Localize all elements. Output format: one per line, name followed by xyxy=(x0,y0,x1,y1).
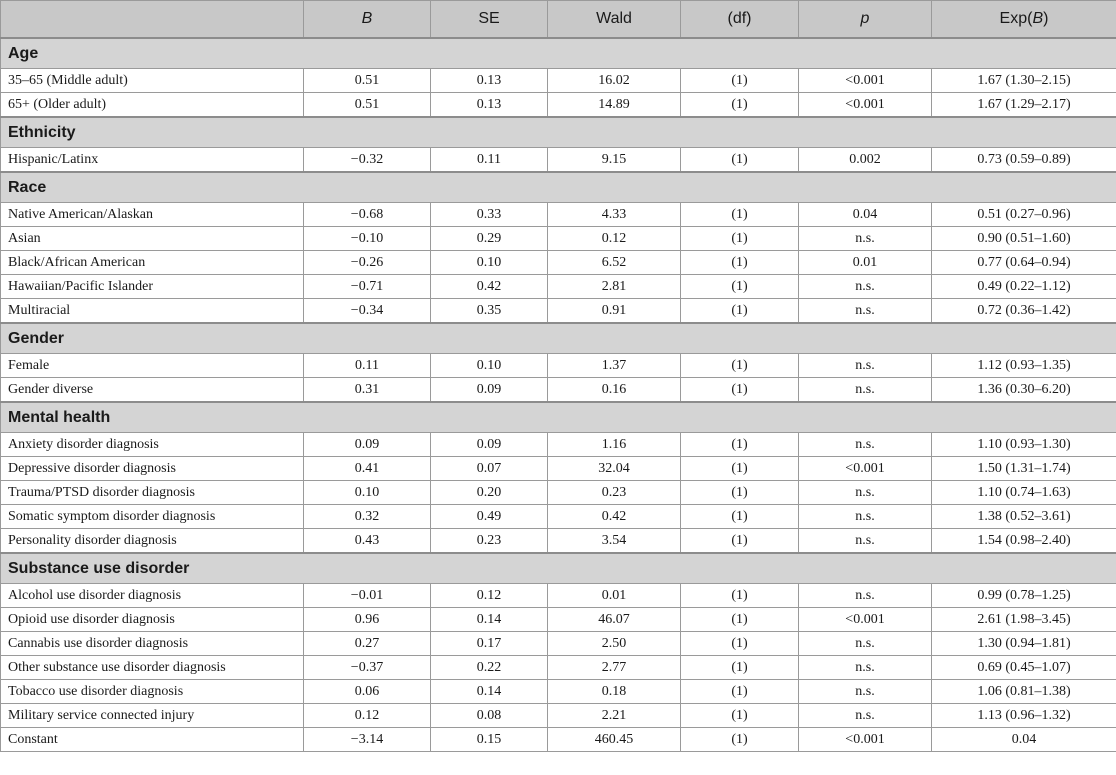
variable-cell: Cannabis use disorder diagnosis xyxy=(1,632,304,656)
wald-cell: 1.37 xyxy=(548,354,681,378)
se-cell: 0.10 xyxy=(431,354,548,378)
p-cell: n.s. xyxy=(799,529,932,554)
p-cell: n.s. xyxy=(799,680,932,704)
header-se: SE xyxy=(431,1,548,39)
exp-b-cell: 1.12 (0.93–1.35) xyxy=(932,354,1116,378)
wald-cell: 2.77 xyxy=(548,656,681,680)
exp-b-cell: 1.36 (0.30–6.20) xyxy=(932,378,1116,403)
se-cell: 0.20 xyxy=(431,481,548,505)
wald-cell: 0.16 xyxy=(548,378,681,403)
exp-b-cell: 1.67 (1.29–2.17) xyxy=(932,93,1116,118)
wald-cell: 0.42 xyxy=(548,505,681,529)
se-cell: 0.13 xyxy=(431,69,548,93)
p-cell: n.s. xyxy=(799,632,932,656)
df-cell: (1) xyxy=(681,378,799,403)
group-label: Age xyxy=(1,38,1116,69)
exp-b-cell: 1.13 (0.96–1.32) xyxy=(932,704,1116,728)
table-row xyxy=(1,481,1116,505)
se-cell: 0.22 xyxy=(431,656,548,680)
p-cell: n.s. xyxy=(799,656,932,680)
se-cell: 0.35 xyxy=(431,299,548,324)
b-cell: −0.10 xyxy=(304,227,431,251)
variable-cell: Hawaiian/Pacific Islander xyxy=(1,275,304,299)
p-cell: n.s. xyxy=(799,584,932,608)
group-row xyxy=(1,402,1116,433)
se-cell: 0.15 xyxy=(431,728,548,752)
header-b xyxy=(304,1,431,39)
p-cell: 0.002 xyxy=(799,148,932,173)
se-cell: 0.10 xyxy=(431,251,548,275)
b-cell: 0.12 xyxy=(304,704,431,728)
exp-b-cell: 0.04 xyxy=(932,728,1116,752)
table-row xyxy=(1,608,1116,632)
b-cell: −0.71 xyxy=(304,275,431,299)
exp-b-cell: 2.61 (1.98–3.45) xyxy=(932,608,1116,632)
wald-cell: 0.23 xyxy=(548,481,681,505)
group-label: Gender xyxy=(1,323,1116,354)
table-row xyxy=(1,704,1116,728)
b-cell: 0.27 xyxy=(304,632,431,656)
se-cell: 0.14 xyxy=(431,680,548,704)
df-cell: (1) xyxy=(681,354,799,378)
variable-cell: Multiracial xyxy=(1,299,304,324)
df-cell: (1) xyxy=(681,680,799,704)
p-cell: <0.001 xyxy=(799,93,932,118)
table-row xyxy=(1,584,1116,608)
header-exp-b-prefix: Exp( xyxy=(999,10,1033,27)
exp-b-cell: 0.90 (0.51–1.60) xyxy=(932,227,1116,251)
table-body xyxy=(1,38,1116,752)
b-cell: 0.10 xyxy=(304,481,431,505)
wald-cell: 0.91 xyxy=(548,299,681,324)
wald-cell: 14.89 xyxy=(548,93,681,118)
df-cell: (1) xyxy=(681,93,799,118)
p-cell: n.s. xyxy=(799,275,932,299)
header-p-label: p xyxy=(860,10,870,27)
p-cell: n.s. xyxy=(799,227,932,251)
exp-b-cell: 0.49 (0.22–1.12) xyxy=(932,275,1116,299)
table-row xyxy=(1,457,1116,481)
df-cell: (1) xyxy=(681,704,799,728)
df-cell: (1) xyxy=(681,203,799,227)
wald-cell: 32.04 xyxy=(548,457,681,481)
b-cell: 0.31 xyxy=(304,378,431,403)
p-cell: n.s. xyxy=(799,433,932,457)
wald-cell: 46.07 xyxy=(548,608,681,632)
p-cell: <0.001 xyxy=(799,608,932,632)
table-row xyxy=(1,203,1116,227)
exp-b-cell: 1.67 (1.30–2.15) xyxy=(932,69,1116,93)
p-cell: n.s. xyxy=(799,299,932,324)
se-cell: 0.17 xyxy=(431,632,548,656)
exp-b-cell: 1.30 (0.94–1.81) xyxy=(932,632,1116,656)
variable-cell: Native American/Alaskan xyxy=(1,203,304,227)
p-cell: <0.001 xyxy=(799,69,932,93)
table-row xyxy=(1,632,1116,656)
table-row xyxy=(1,227,1116,251)
header-exp-b-suffix: ) xyxy=(1043,10,1049,27)
p-cell: <0.001 xyxy=(799,728,932,752)
se-cell: 0.14 xyxy=(431,608,548,632)
exp-b-cell: 0.69 (0.45–1.07) xyxy=(932,656,1116,680)
se-cell: 0.29 xyxy=(431,227,548,251)
se-cell: 0.13 xyxy=(431,93,548,118)
b-cell: −0.37 xyxy=(304,656,431,680)
b-cell: 0.96 xyxy=(304,608,431,632)
variable-cell: Opioid use disorder diagnosis xyxy=(1,608,304,632)
variable-cell: Trauma/PTSD disorder diagnosis xyxy=(1,481,304,505)
table-row xyxy=(1,251,1116,275)
table-row xyxy=(1,148,1116,173)
p-cell: 0.04 xyxy=(799,203,932,227)
group-row xyxy=(1,117,1116,148)
wald-cell: 6.52 xyxy=(548,251,681,275)
b-cell: 0.06 xyxy=(304,680,431,704)
variable-cell: Female xyxy=(1,354,304,378)
variable-cell: Black/African American xyxy=(1,251,304,275)
variable-cell: Military service connected injury xyxy=(1,704,304,728)
b-cell: −0.26 xyxy=(304,251,431,275)
wald-cell: 2.81 xyxy=(548,275,681,299)
se-cell: 0.11 xyxy=(431,148,548,173)
variable-cell: Alcohol use disorder diagnosis xyxy=(1,584,304,608)
exp-b-cell: 0.99 (0.78–1.25) xyxy=(932,584,1116,608)
wald-cell: 2.21 xyxy=(548,704,681,728)
p-cell: 0.01 xyxy=(799,251,932,275)
b-cell: 0.41 xyxy=(304,457,431,481)
wald-cell: 2.50 xyxy=(548,632,681,656)
exp-b-cell: 1.54 (0.98–2.40) xyxy=(932,529,1116,554)
wald-cell: 9.15 xyxy=(548,148,681,173)
table-row xyxy=(1,680,1116,704)
p-cell: n.s. xyxy=(799,354,932,378)
b-cell: −0.34 xyxy=(304,299,431,324)
b-cell: 0.51 xyxy=(304,69,431,93)
group-label: Substance use disorder xyxy=(1,553,1116,584)
table-row xyxy=(1,529,1116,554)
se-cell: 0.42 xyxy=(431,275,548,299)
variable-cell: Gender diverse xyxy=(1,378,304,403)
b-cell: 0.11 xyxy=(304,354,431,378)
df-cell: (1) xyxy=(681,728,799,752)
group-row xyxy=(1,38,1116,69)
df-cell: (1) xyxy=(681,148,799,173)
exp-b-cell: 0.51 (0.27–0.96) xyxy=(932,203,1116,227)
header-variable xyxy=(1,1,304,39)
header-wald: Wald xyxy=(548,1,681,39)
df-cell: (1) xyxy=(681,433,799,457)
df-cell: (1) xyxy=(681,481,799,505)
p-cell: n.s. xyxy=(799,704,932,728)
wald-cell: 0.18 xyxy=(548,680,681,704)
b-cell: 0.09 xyxy=(304,433,431,457)
se-cell: 0.09 xyxy=(431,433,548,457)
b-cell: −0.01 xyxy=(304,584,431,608)
exp-b-cell: 1.50 (1.31–1.74) xyxy=(932,457,1116,481)
group-row xyxy=(1,172,1116,203)
group-label: Ethnicity xyxy=(1,117,1116,148)
group-row xyxy=(1,553,1116,584)
df-cell: (1) xyxy=(681,299,799,324)
b-cell: −0.68 xyxy=(304,203,431,227)
variable-cell: Hispanic/Latinx xyxy=(1,148,304,173)
wald-cell: 4.33 xyxy=(548,203,681,227)
wald-cell: 460.45 xyxy=(548,728,681,752)
se-cell: 0.09 xyxy=(431,378,548,403)
variable-cell: Tobacco use disorder diagnosis xyxy=(1,680,304,704)
table-row xyxy=(1,354,1116,378)
header-exp-b-var: B xyxy=(1032,10,1044,27)
header-p xyxy=(799,1,932,39)
header-exp-b xyxy=(932,1,1116,39)
variable-cell: Anxiety disorder diagnosis xyxy=(1,433,304,457)
table-header-row xyxy=(1,1,1116,39)
df-cell: (1) xyxy=(681,529,799,554)
b-cell: 0.32 xyxy=(304,505,431,529)
table-row xyxy=(1,275,1116,299)
exp-b-cell: 1.10 (0.74–1.63) xyxy=(932,481,1116,505)
exp-b-cell: 0.72 (0.36–1.42) xyxy=(932,299,1116,324)
group-label: Mental health xyxy=(1,402,1116,433)
wald-cell: 16.02 xyxy=(548,69,681,93)
table-row xyxy=(1,656,1116,680)
df-cell: (1) xyxy=(681,584,799,608)
variable-cell: Somatic symptom disorder diagnosis xyxy=(1,505,304,529)
p-cell: n.s. xyxy=(799,505,932,529)
exp-b-cell: 1.38 (0.52–3.61) xyxy=(932,505,1116,529)
se-cell: 0.12 xyxy=(431,584,548,608)
table-row xyxy=(1,505,1116,529)
header-df: (df) xyxy=(681,1,799,39)
variable-cell: Personality disorder diagnosis xyxy=(1,529,304,554)
wald-cell: 3.54 xyxy=(548,529,681,554)
exp-b-cell: 1.06 (0.81–1.38) xyxy=(932,680,1116,704)
table-row xyxy=(1,728,1116,752)
wald-cell: 0.01 xyxy=(548,584,681,608)
df-cell: (1) xyxy=(681,69,799,93)
df-cell: (1) xyxy=(681,632,799,656)
group-row xyxy=(1,323,1116,354)
variable-cell: Asian xyxy=(1,227,304,251)
se-cell: 0.33 xyxy=(431,203,548,227)
table-row xyxy=(1,378,1116,403)
exp-b-cell: 0.77 (0.64–0.94) xyxy=(932,251,1116,275)
p-cell: <0.001 xyxy=(799,457,932,481)
variable-cell: Depressive disorder diagnosis xyxy=(1,457,304,481)
p-cell: n.s. xyxy=(799,481,932,505)
b-cell: 0.43 xyxy=(304,529,431,554)
b-cell: −3.14 xyxy=(304,728,431,752)
table-row xyxy=(1,433,1116,457)
se-cell: 0.49 xyxy=(431,505,548,529)
table-row xyxy=(1,93,1116,118)
table-row xyxy=(1,299,1116,324)
df-cell: (1) xyxy=(681,251,799,275)
variable-cell: 35–65 (Middle adult) xyxy=(1,69,304,93)
exp-b-cell: 0.73 (0.59–0.89) xyxy=(932,148,1116,173)
df-cell: (1) xyxy=(681,275,799,299)
se-cell: 0.08 xyxy=(431,704,548,728)
variable-cell: 65+ (Older adult) xyxy=(1,93,304,118)
df-cell: (1) xyxy=(681,505,799,529)
exp-b-cell: 1.10 (0.93–1.30) xyxy=(932,433,1116,457)
df-cell: (1) xyxy=(681,227,799,251)
variable-cell: Other substance use disorder diagnosis xyxy=(1,656,304,680)
group-label: Race xyxy=(1,172,1116,203)
header-b-label: B xyxy=(361,10,373,27)
p-cell: n.s. xyxy=(799,378,932,403)
df-cell: (1) xyxy=(681,656,799,680)
wald-cell: 1.16 xyxy=(548,433,681,457)
df-cell: (1) xyxy=(681,457,799,481)
se-cell: 0.23 xyxy=(431,529,548,554)
df-cell: (1) xyxy=(681,608,799,632)
b-cell: 0.51 xyxy=(304,93,431,118)
wald-cell: 0.12 xyxy=(548,227,681,251)
variable-cell: Constant xyxy=(1,728,304,752)
b-cell: −0.32 xyxy=(304,148,431,173)
table-row xyxy=(1,69,1116,93)
se-cell: 0.07 xyxy=(431,457,548,481)
